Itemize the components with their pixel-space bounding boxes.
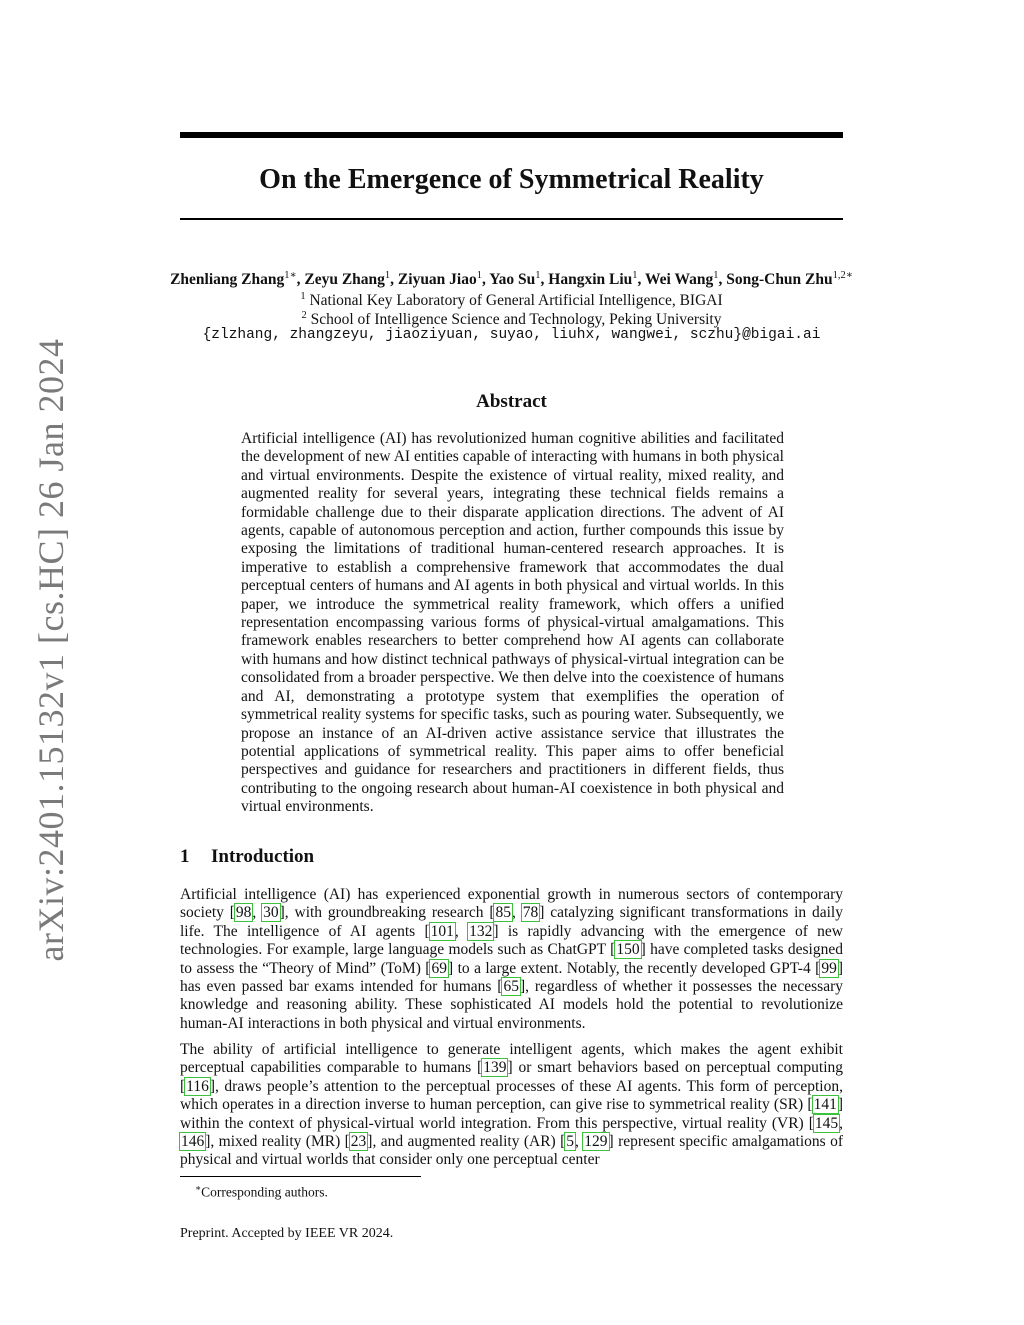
author-affiliation-mark: 1,2∗	[832, 270, 853, 281]
abstract-body: Artificial intelligence (AI) has revolutionized human cognitive abilities and facilitated the development of new AI entities capable of interacting with humans in both physical and virtual environments. Despite the existence of virtual reality, mixed reality, and augmented reality for several years, integrating these technical fields remains a formidable challenge due to their disparate application directions. The advent of AI agents, capable of autonomous perception and action, further compounds this issue by exposing the limitations of traditional human-centered research approaches. It is imperative to establish a comprehensive framework that accommodates the dual perceptual centers of humans and AI agents in both physical and virtual worlds. In this paper, we introduce the symmetrical reality framework, which offers a unified representation encompassing various forms of physical-virtual amalgamations. This framework enables researchers to better comprehend how AI agents can collaborate with humans and how distinct technical pathways of physical-virtual integration can be consolidated from a broader perspective. We then delve into the coexistence of humans and AI, demonstrating a prototype system that exemplifies the operation of symmetrical reality systems for specific tasks, such as pouring water. Subsequently, we propose an instance of an AI-driven active assistance service that illustrates the potential applications of symmetrical reality. This paper aims to offer beneficial perspectives and guidance for researchers and practitioners in different fields, thus contributing to the ongoing research about human-AI coexistence in both physical and virtual environments.	[241, 430, 784, 816]
paper-title: On the Emergence of Symmetrical Reality	[259, 164, 764, 195]
citation-link[interactable]: 129	[584, 1133, 608, 1151]
section-heading-introduction	[180, 845, 314, 869]
author-emails[interactable]: {zlzhang, zhangzeyu, jiaoziyuan, suyao, liuhx, wangwei, sczhu}@bigai.ai	[202, 327, 821, 343]
author-affiliation-mark: 1	[384, 270, 391, 281]
author-name: Song-Chun Zhu	[726, 271, 833, 289]
citation-link[interactable]: 69	[431, 959, 447, 977]
footnote	[195, 1179, 328, 1202]
author-name: Hangxin Liu	[548, 271, 633, 289]
footnote-rule	[180, 1176, 421, 1177]
title-rule-top	[180, 132, 843, 138]
author-affiliation-mark: 1	[632, 270, 638, 281]
citation-link[interactable]: 98	[235, 904, 252, 922]
arxiv-identifier: arXiv:2401.15132v1 [cs.HC] 26 Jan 2024	[31, 338, 71, 962]
author-name: Ziyuan Jiao	[397, 271, 477, 289]
section-number: 1	[180, 846, 190, 867]
citation-link[interactable]: 145	[814, 1114, 839, 1132]
affiliation-2-mark: 2	[301, 310, 307, 321]
citation-link[interactable]: 5	[566, 1133, 575, 1151]
citation-link[interactable]: 23	[350, 1133, 367, 1151]
author-affiliation-mark: 1	[713, 270, 719, 281]
affiliation-2-text: School of Intelligence Science and Technology, Peking University	[310, 311, 722, 329]
intro-paragraph-1: Artificial intelligence (AI) has experienced exponential growth in numerous sectors of contemporary society [98, 30], with groundbreaking research [85, 78] catalyzing significant transformations in daily life. The intelligence of AI agents [101, 132] is rapidly advancing with the emergence of new technologies. For example, large language models such as ChatGPT [150] have completed tasks designed to assess the “Theory of Mind” (ToM) [69] to a large extent. Notably, the recently developed GPT-4 [99] has even passed bar exams intended for humans [65], regardless of whether it possesses the necessary knowledge and reasoning ability. These sophisticated AI models hold the potential to revolutionize human-AI interactions in both physical and virtual environments.	[180, 886, 843, 1032]
section-title: Introduction	[211, 846, 315, 867]
citation-link[interactable]: 99	[821, 959, 837, 977]
author-name: Zeyu Zhang	[304, 271, 385, 289]
affiliation-1-mark: 1	[300, 291, 306, 302]
author-affiliation-mark: 1	[476, 270, 482, 281]
citation-link[interactable]: 85	[495, 904, 511, 922]
title-rule-bottom	[180, 218, 843, 220]
author-affiliation-mark: 1	[535, 270, 541, 281]
author-name: Wei Wang	[645, 271, 714, 289]
citation-link[interactable]: 132	[469, 922, 493, 940]
preprint-note: Preprint. Accepted by IEEE VR 2024.	[180, 1226, 394, 1241]
citation-link[interactable]: 78	[522, 904, 539, 922]
author-name: Zhenliang Zhang	[170, 271, 285, 289]
abstract-heading: Abstract	[476, 391, 547, 412]
affiliation-1-text: National Key Laboratory of General Artificial Intelligence, BIGAI	[309, 292, 723, 310]
footnote-mark: ∗	[195, 1183, 202, 1193]
citation-link[interactable]: 116	[186, 1077, 209, 1095]
citation-link[interactable]: 30	[263, 904, 279, 922]
citation-link[interactable]: 65	[503, 978, 519, 996]
citation-link[interactable]: 139	[483, 1059, 507, 1077]
author-name: Yao Su	[489, 271, 536, 289]
citation-link[interactable]: 141	[813, 1096, 837, 1114]
footnote-text: Corresponding authors.	[201, 1184, 328, 1200]
intro-paragraph-2: The ability of artificial intelligence to generate intelligent agents, which makes the agent exhibit perceptual capabilities comparable to humans [139] or smart behaviors based on perceptual computing [116], draws people’s attention to the perceptual processes of these AI agents. This form of perception, which operates in a direction inverse to human perception, can give rise to symmetrical reality (SR) [141] within the context of physical-virtual world integration. From this perspective, virtual reality (VR) [145, 146], mixed reality (MR) [23], and augmented reality (AR) [5, 129] represent specific amalgamations of physical and virtual worlds that consider only one perceptual center	[180, 1041, 844, 1169]
author-affiliation-mark: 1∗	[284, 270, 297, 281]
citation-link[interactable]: 101	[430, 922, 454, 940]
author-list: Zhenliang Zhang$^{1∗}$, Zeyu Zhang$^1$, Ziyuan Jiao$^1$, Yao Su$^1$, Hangxin Liu$^1$, Wei Wang$^1$, Song-Chun Zhu$^{1,2∗}$	[170, 270, 853, 289]
citation-link[interactable]: 150	[616, 941, 640, 959]
citation-link[interactable]: 146	[181, 1133, 205, 1151]
